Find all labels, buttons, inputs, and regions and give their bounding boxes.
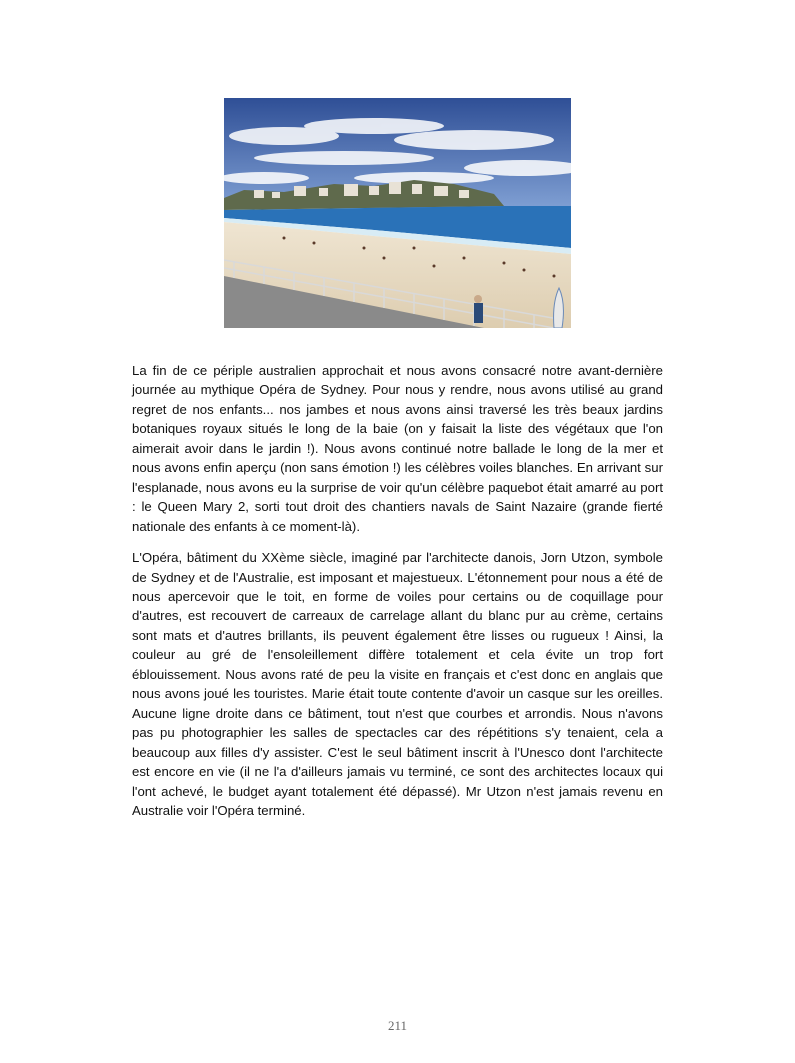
paragraph: L'Opéra, bâtiment du XXème siècle, imaginé par l'architecte danois, Jorn Utzon, symbole de Sydney et de l'Australie, est imposant et majestueux. L'étonnement pour nous a été de nous apercevoir que le toit, en forme de voiles pour certains ou de coquillage pour d'autres, est recouvert de carreaux de carrelage allant du blanc pur au crème, certains sont mats et d'autres brillants, ils peuvent également être lisses ou rugueux ! Ainsi, la couleur au gré de l'ensoleillement diffère totalement et cela évite un trop fort éblouissement. Nous avons raté de peu la visite en français et c'est donc en anglais que nous avons joué les touristes. Marie était toute contente d'avoir un casque sur les oreilles. Aucune ligne droite dans ce bâtiment, tout n'est que courbes et arrondis. Nous n'avons pas pu photographier les salles de spectacles car des répétitions s'y tenaient, cela a beaucoup aux filles d'y assister. C'est le seul bâtiment inscrit à l'Unesco dont l'architecte est encore en vie (il ne l'a d'ailleurs jamais vu terminé, ce sont des architectes locaux qui l'ont achevé, le budget ayant totalement été dépassé). Mr Utzon n'est jamais revenu en Australie voir l'Opéra terminé.: [132, 550, 663, 818]
page-number: 211: [387, 1018, 408, 1033]
beach-illustration: [224, 98, 571, 328]
paragraph: La fin de ce périple australien approchait et nous avons consacré notre avant-dernière journée au mythique Opéra de Sydney. Pour nous y rendre, nous avons utilisé au grand regret de nos enfants... nos jambes et nous avons ainsi traversé les très beaux jardins botaniques royaux situés le long de la baie (on y faisait la liste des végétaux que l'on aimerait avoir dans le jardin !). Nous avons continué notre ballade le long de la mer et nous avons enfin aperçu (non sans émotion !) les célèbres voiles blanches. En arrivant sur l'esplanade, nous avons eu la surprise de voir qu'un célèbre paquebot était amarré au port : le Queen Mary 2, sorti tout droit des chantiers navals de Saint Nazaire (grande fierté nationale des enfants à ce moment-là).: [132, 363, 663, 534]
article-text: [132, 361, 663, 820]
walker: [474, 295, 483, 323]
beach-photo: [224, 98, 571, 328]
